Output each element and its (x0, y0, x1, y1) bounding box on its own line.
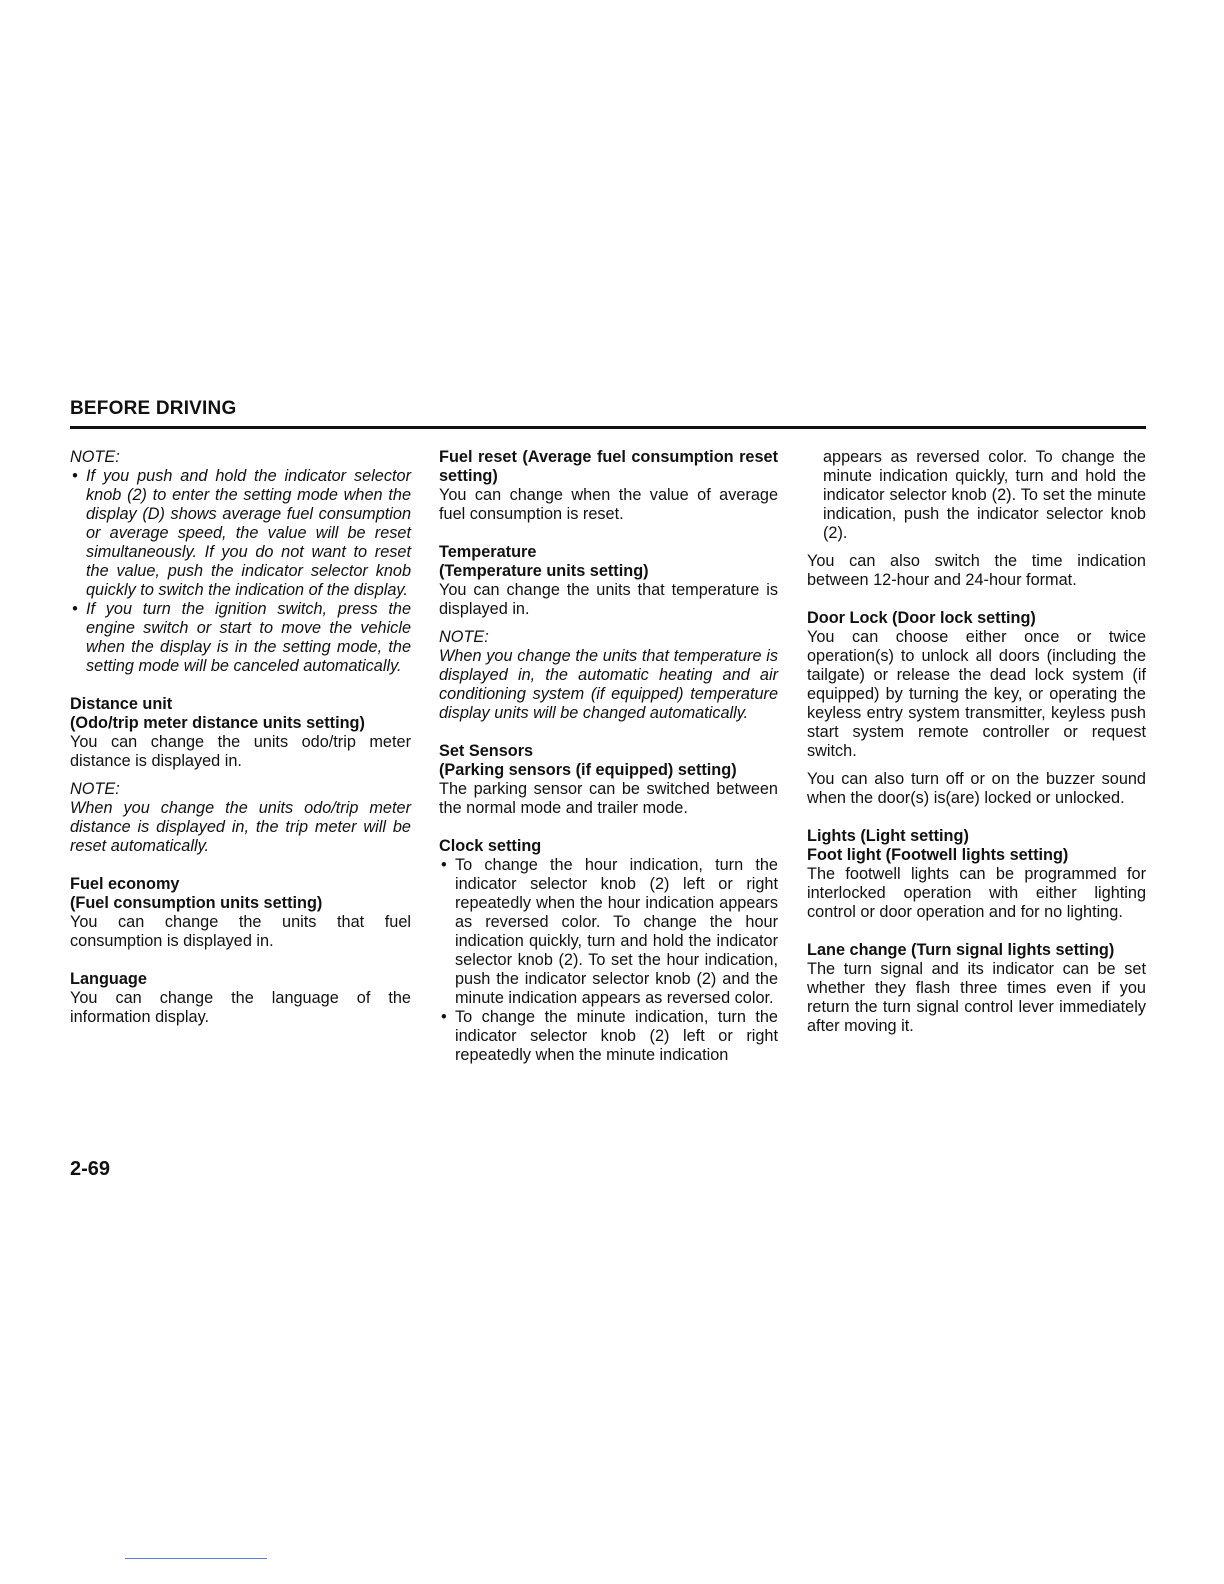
door-lock-heading: Door Lock (Door lock setting) (807, 609, 1036, 627)
lights-body: The footwell lights can be programmed for interlocked operation with either lighting control or door operation and for no lighting. (807, 865, 1146, 921)
list-item (439, 856, 778, 1008)
clock-bullet-text: To change the hour indication, turn the indicator selector knob (2) left or right repeatedly when the hour indication appears as reversed color. To change the hour indication quickly, turn and hold the indicator selector knob (2). To set the hour indication, push the indicator selector knob (2) and the minute indication appears as reversed color. (455, 856, 778, 1007)
column-middle (439, 448, 778, 1065)
page-number: 2-69 (70, 1158, 111, 1180)
note-body: When you change the units that temperature is displayed in, the automatic heating and air conditioning system (if equipped) temperature display units will be changed automatically. (439, 647, 778, 722)
fuel-reset-heading: Fuel reset (Average fuel consumption reset setting) (439, 448, 778, 485)
bullet-icon: • (72, 600, 78, 618)
set-sensors-subheading: (Parking sensors (if equipped) setting) (439, 761, 737, 779)
bullet-icon: • (441, 856, 447, 874)
column-right (807, 448, 1146, 1036)
column-left (70, 448, 411, 1027)
clock-bullet-continued: appears as reversed color. To change the minute indication quickly, turn and hold the indicator selector knob (2). To set the minute indication, push the indicator selector knob (2). (823, 448, 1146, 542)
distance-unit-body: You can change the units odo/trip meter distance is displayed in. (70, 733, 411, 770)
door-lock-body: You can choose either once or twice operation(s) to unlock all doors (including the tailgate) or release the dead lock system (if equipped) by turning the key, or operating the keyless entry system transmitter, keyless push start system remote controller or request switch. (807, 628, 1146, 760)
language-heading: Language (70, 970, 147, 988)
note-label: NOTE: (439, 628, 489, 646)
lights-subheading: Foot light (Footwell lights setting) (807, 846, 1069, 864)
header-rule (70, 426, 1146, 429)
footer-rule (125, 1558, 267, 1559)
temperature-subheading: (Temperature units setting) (439, 562, 649, 580)
list-item (70, 600, 411, 676)
door-lock-buzzer-text: You can also turn off or on the buzzer sound when the door(s) is(are) locked or unlocked. (807, 770, 1146, 807)
distance-unit-subheading: (Odo/trip meter distance units setting) (70, 714, 365, 732)
fuel-economy-body: You can change the units that fuel consumption is displayed in. (70, 913, 411, 950)
lane-change-heading: Lane change (Turn signal lights setting) (807, 941, 1115, 959)
set-sensors-body: The parking sensor can be switched between the normal mode and trailer mode. (439, 780, 778, 817)
lane-change-body: The turn signal and its indicator can be set whether they flash three times even if you return the turn signal control lever immediately after moving it. (807, 960, 1146, 1035)
lights-heading: Lights (Light setting) (807, 827, 969, 845)
clock-bullet-list (439, 856, 778, 1065)
clock-bullet-text: To change the minute indication, turn the indicator selector knob (2) left or right repeatedly when the minute indication (455, 1008, 778, 1064)
bullet-icon: • (441, 1008, 447, 1026)
temperature-heading: Temperature (439, 543, 537, 561)
clock-format-text: You can also switch the time indication between 12-hour and 24-hour format. (807, 552, 1146, 589)
note-bullet-list (70, 467, 411, 676)
set-sensors-heading: Set Sensors (439, 742, 534, 760)
section-header-title: BEFORE DRIVING (70, 398, 237, 419)
language-body: You can change the language of the information display. (70, 989, 411, 1026)
list-item (70, 467, 411, 600)
fuel-economy-heading: Fuel economy (70, 875, 180, 893)
note-body: When you change the units odo/trip meter distance is displayed in, the trip meter will be reset automatically. (70, 799, 411, 855)
bullet-icon: • (72, 467, 78, 485)
note-label: NOTE: (70, 448, 120, 466)
distance-unit-heading: Distance unit (70, 695, 173, 713)
note-bullet-text: If you push and hold the indicator selector knob (2) to enter the setting mode when the display (D) shows average fuel consumption or average speed, the value will be reset simultaneously. If you do not want to reset the value, push the indicator selector knob quickly to switch the indication of the display. (86, 467, 411, 599)
fuel-reset-body: You can change when the value of average fuel consumption is reset. (439, 486, 778, 523)
note-bullet-text: If you turn the ignition switch, press the engine switch or start to move the vehicle when the display is in the setting mode, the setting mode will be canceled automatically. (86, 600, 411, 675)
note-label: NOTE: (70, 780, 120, 798)
fuel-economy-subheading: (Fuel consumption units setting) (70, 894, 323, 912)
list-item (439, 1008, 778, 1065)
clock-setting-heading: Clock setting (439, 837, 542, 855)
temperature-body: You can change the units that temperature is displayed in. (439, 581, 778, 618)
